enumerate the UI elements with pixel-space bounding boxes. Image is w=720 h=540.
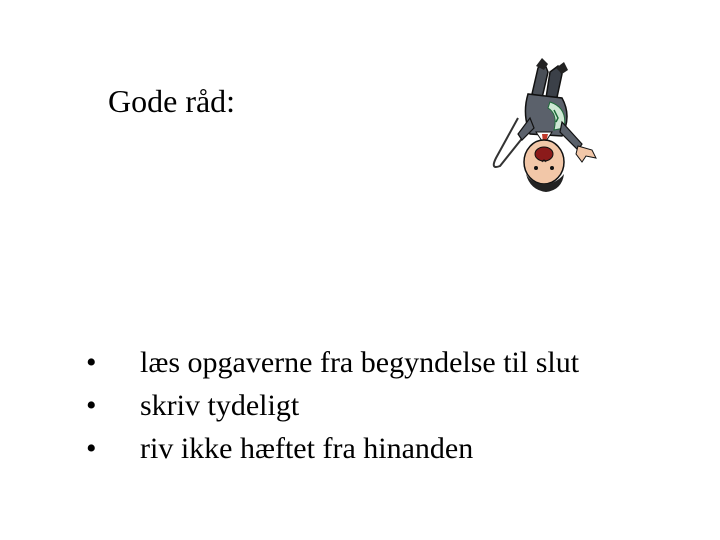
bullet-text: læs opgaverne fra begyndelse til slut <box>140 346 580 379</box>
slide-title: Gode råd: <box>108 83 236 119</box>
bullet-text: riv ikke hæftet fra hinanden <box>140 432 474 465</box>
bullet-icon: • <box>86 432 97 465</box>
bullet-icon: • <box>86 389 97 422</box>
bullet-icon: • <box>86 346 97 379</box>
bullet-text: skriv tydeligt <box>140 389 300 422</box>
falling-man-with-briefcase-icon <box>478 58 604 196</box>
